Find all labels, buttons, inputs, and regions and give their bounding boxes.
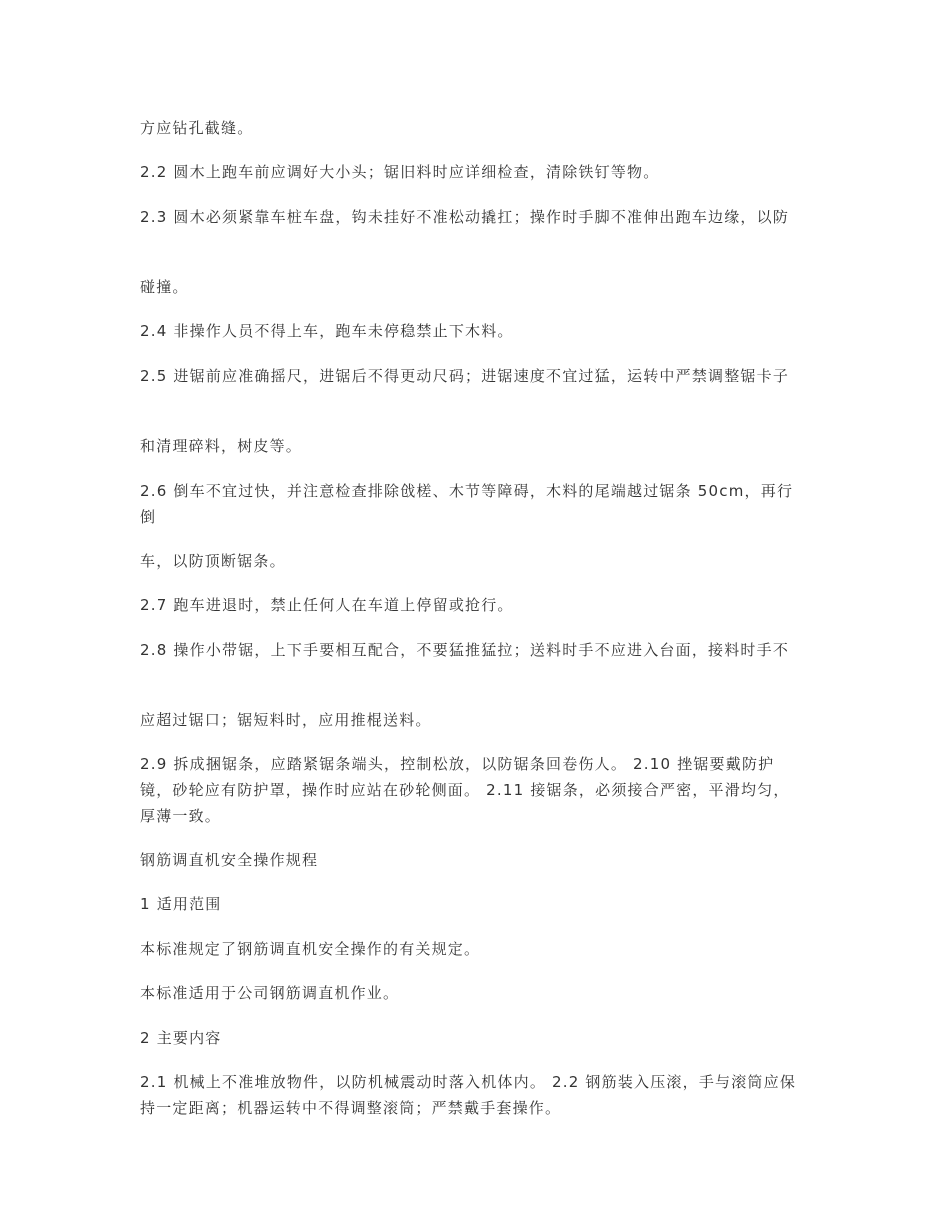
paragraph-2-6: 2.6 倒车不宜过快，并注意检查排除戗槎、木节等障碍，木料的尾端越过锯条 50cm，再行倒 (140, 482, 794, 526)
paragraph-2-3-cont: 碰撞。 (140, 278, 189, 296)
paragraph-2-5-cont: 和清理碎料，树皮等。 (140, 437, 303, 455)
paragraph-2-4: 2.4 非操作人员不得上车，跑车未停稳禁止下木料。 (140, 322, 514, 340)
paragraph-2-7: 2.7 跑车进退时，禁止任何人在车道上停留或抢行。 (140, 596, 514, 614)
paragraph-2-5: 2.5 进锯前应准确摇尺，进锯后不得更动尺码；进锯速度不宜过猛，运转中严禁调整锯卡子 (140, 367, 790, 385)
paragraph-2-3: 2.3 圆木必须紧靠车桩车盘，钩未挂好不准松动撬扛；操作时手脚不准伸出跑车边缘，以防 (140, 208, 790, 226)
paragraph-2-6-cont: 车，以防顶断锯条。 (140, 552, 286, 570)
paragraph-1: 方应钻孔截缝。 (140, 119, 254, 137)
paragraph-2-9-2-11: 2.9 拆成捆锯条，应踏紧锯条端头，控制松放，以防锯条回卷伤人。 2.10 挫锯要戴防护镜，砂轮应有防护罩，操作时应站在砂轮侧面。 2.11 接锯条，必须接合严密，平滑均匀，厚薄一致。 (140, 755, 790, 825)
paragraph-scope-1: 本标准规定了钢筋调直机安全操作的有关规定。 (140, 940, 481, 958)
heading-scope: 1 适用范围 (140, 895, 222, 913)
heading-main-content: 2 主要内容 (140, 1029, 222, 1047)
paragraph-scope-2: 本标准适用于公司钢筋调直机作业。 (140, 984, 400, 1002)
paragraph-2-1-2-2: 2.1 机械上不准堆放物件，以防机械震动时落入机体内。 2.2 钢筋装入压滚，手与滚筒应保持一定距离；机器运转中不得调整滚筒；严禁戴手套操作。 (140, 1073, 797, 1117)
section-title: 钢筋调直机安全操作规程 (140, 851, 319, 869)
paragraph-2-2: 2.2 圆木上跑车前应调好大小头；锯旧料时应详细检查，清除铁钉等物。 (140, 163, 660, 181)
paragraph-2-8: 2.8 操作小带锯，上下手要相互配合，不要猛推猛拉；送料时手不应进入台面，接料时手不 (140, 641, 790, 659)
paragraph-2-8-cont: 应超过锯口；锯短料时，应用推棍送料。 (140, 711, 432, 729)
